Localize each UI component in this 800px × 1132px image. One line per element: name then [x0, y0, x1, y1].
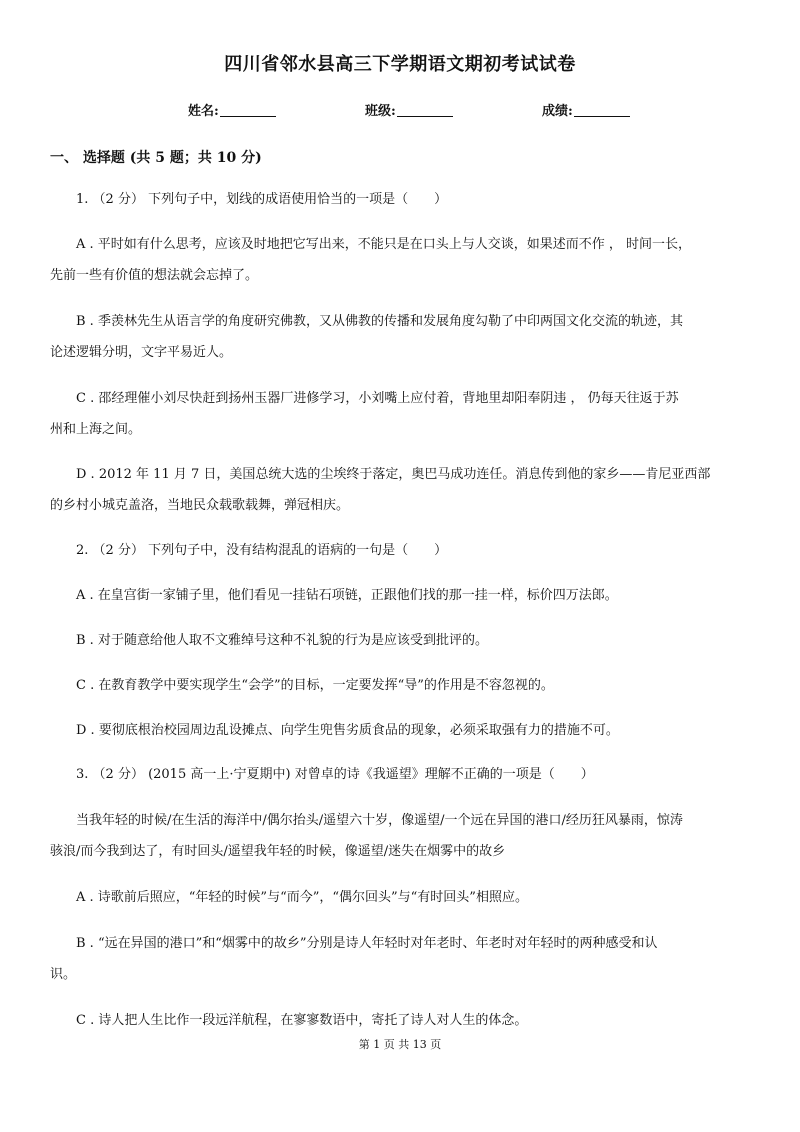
- question-1-option-b-line-2: 论述逻辑分明，文字平易近人。: [50, 345, 233, 360]
- question-3-stem: 3. （2 分） (2015 高一上·宁夏期中) 对曾卓的诗《我遥望》理解不正确的一项是（ ）: [76, 767, 594, 782]
- section-heading: 一、 选择题 (共 5 题；共 10 分): [50, 150, 262, 166]
- score-field: [542, 100, 630, 119]
- question-3-option-a: A . 诗歌前后照应，“年轻的时候”与“而今”，“偶尔回头”与“有时回头”相照应。: [76, 890, 528, 905]
- question-2-option-a: A . 在皇宫街一家铺子里，他们看见一挂钻石项链，正跟他们找的那一挂一样，标价四万法郎。: [76, 588, 618, 603]
- question-1-option-d-line-2: 的乡村小城克盖洛，当地民众载歌载舞，弹冠相庆。: [50, 498, 350, 513]
- name-field: [188, 100, 276, 119]
- page-footer: 第 1 页 共 13 页: [358, 1038, 442, 1051]
- question-3-poem-line-2: 骇浪/而今我到达了，有时回头/遥望我年轻的时候，像遥望/迷失在烟雾中的故乡: [50, 844, 506, 859]
- class-field: [365, 100, 453, 119]
- question-3-option-b-line-2: 识。: [50, 967, 77, 982]
- question-2-stem: 2. （2 分） 下列句子中，没有结构混乱的语病的一句是（ ）: [76, 543, 448, 558]
- name-label: 姓名:: [188, 104, 219, 119]
- question-1-option-a-line-2: 先前一些有价值的想法就会忘掉了。: [50, 268, 259, 283]
- question-1-option-c-line-1: C . 邵经理催小刘尽快赶到扬州玉器厂进修学习，小刘嘴上应付着，背地里却阳奉阴违 ， 仍每天往返于苏: [76, 391, 679, 406]
- score-blank: [574, 102, 630, 117]
- question-1-option-a-line-1: A . 平时如有什么思考，应该及时地把它写出来，不能只是在口头上与人交谈，如果述而不作 ， 时间一长，: [76, 237, 692, 252]
- question-2-option-c: C . 在教育教学中要实现学生“会学”的目标，一定要发挥“导”的作用是不容忽视的。: [76, 678, 554, 693]
- question-3-poem-line-1: 当我年轻的时候/在生活的海洋中/偶尔抬头/遥望六十岁，像遥望/一个远在异国的港口/经历狂风暴雨，惊涛: [76, 813, 683, 828]
- question-1-option-d-line-1: D . 2012 年 11 月 7 日，美国总统大选的尘埃终于落定，奥巴马成功连任。消息传到他的家乡——肯尼亚西部: [76, 467, 711, 482]
- question-1-stem: 1. （2 分） 下列句子中，划线的成语使用恰当的一项是（ ）: [76, 192, 448, 207]
- exam-title: 四川省邻水县高三下学期语文期初考试试卷: [224, 54, 576, 75]
- question-2-option-b: B . 对于随意给他人取不文雅绰号这种不礼貌的行为是应该受到批评的。: [76, 633, 488, 648]
- name-blank: [220, 102, 276, 117]
- question-1-option-c-line-2: 州和上海之间。: [50, 422, 142, 437]
- question-2-option-d: D . 要彻底根治校园周边乱设摊点、向学生兜售劣质食品的现象，必须采取强有力的措施不可。: [76, 723, 619, 738]
- question-3-option-c: C . 诗人把人生比作一段远洋航程，在寥寥数语中，寄托了诗人对人生的体念。: [76, 1013, 528, 1028]
- class-label: 班级:: [365, 104, 396, 119]
- score-label: 成绩:: [542, 104, 573, 119]
- question-1-option-b-line-1: B . 季羡林先生从语言学的角度研究佛教，又从佛教的传播和发展角度勾勒了中印两国文化交流的轨迹，其: [76, 314, 683, 329]
- class-blank: [397, 102, 453, 117]
- question-3-option-b-line-1: B . “远在异国的港口”和“烟雾中的故乡”分别是诗人年轻时对年老时、年老时对年轻时的两种感受和认: [76, 936, 658, 951]
